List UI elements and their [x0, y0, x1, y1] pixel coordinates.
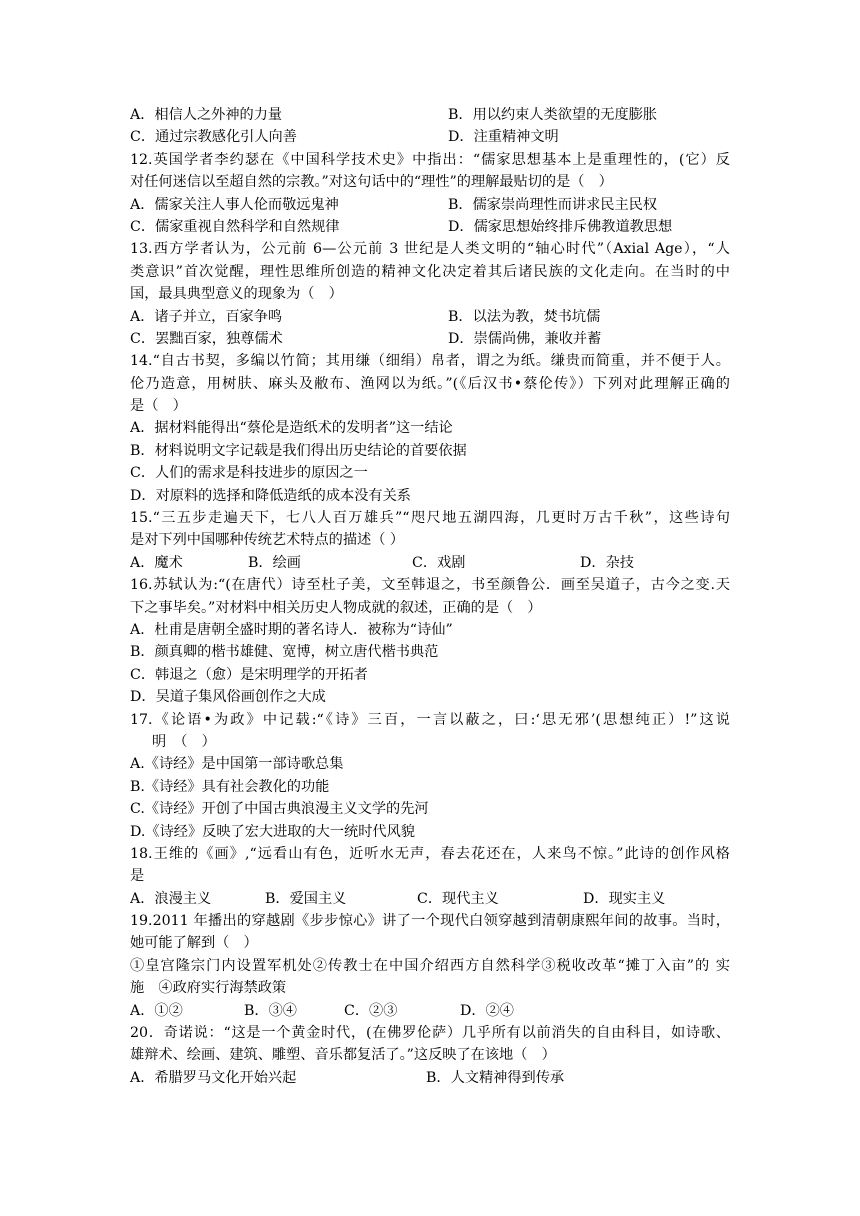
q11-option-b[interactable]: B．用以约束人类欲望的无度膨胀: [448, 107, 658, 123]
q17-stem-line-2: 明 （ ）: [152, 733, 216, 750]
q11-options-row-1: [130, 104, 730, 126]
q11-option-d[interactable]: D．注重精神文明: [448, 129, 559, 146]
q20-stem-line-2: 雄辩术、绘画、建筑、雕塑、音乐都复活了。”这反映了在该地（ ）: [130, 1047, 556, 1064]
q14-stem-line-2: 伦乃造意，用树肤、麻头及敝布、渔网以为纸。”(《后汉书•蔡伦传》）下列对此理解正确的: [130, 375, 730, 392]
question-list: [130, 104, 730, 1089]
q18-option-d[interactable]: D．现实主义: [583, 890, 666, 907]
q12-options-row-1: [130, 194, 730, 216]
q18-options-row: [130, 888, 730, 910]
q15-option-b[interactable]: B．绘画: [248, 554, 301, 571]
q13-options-row-1: [130, 306, 730, 328]
q14-option-d[interactable]: D．对原料的选择和降低造纸的成本没有关系: [130, 487, 411, 504]
q20-option-a[interactable]: A．希腊罗马文化开始兴起: [130, 1069, 297, 1086]
q14-option-c[interactable]: C．人们的需求是科技进步的原因之一: [130, 465, 368, 482]
q13-option-d[interactable]: D．崇儒尚佛，兼收并蓄: [448, 330, 602, 347]
q20-stem-line-1: 20．奇诺说：“这是一个黄金时代，(在佛罗伦萨）几乎所有以前消失的自由科目，如诗歌、: [130, 1025, 730, 1042]
q12-options-row-2: [130, 216, 730, 238]
q19-stem-line-2: 她可能了解到（ ）: [130, 935, 258, 952]
q16-stem-line-2: 下之事毕矣。”对材料中相关历史人物成就的叙述，正确的是（ ）: [130, 599, 542, 616]
q19-statements-line-2: 施 ④政府实行海禁政策: [130, 980, 287, 997]
q15-stem-line-1: 15.“三五步走遍天下，七八人百万雄兵”“咫尺地五湖四海，几更时万古千秋”，这些诗句: [130, 510, 730, 527]
q16-option-b[interactable]: B．颜真卿的楷书雄健、宽博，树立唐代楷书典范: [130, 644, 439, 661]
q19-option-a[interactable]: A．①②: [130, 1002, 183, 1019]
q19-statements-line-1: ①皇宫隆宗门内设置军机处②传教士在中国介绍西方自然科学③税收改革“摊丁入亩”的 实: [130, 957, 730, 974]
q14-option-b[interactable]: B．材料说明文字记载是我们得出历史结论的首要依据: [130, 442, 467, 459]
q16-option-d[interactable]: D．吴道子集风俗画创作之大成: [130, 689, 326, 706]
q12-option-a[interactable]: A．儒家关注人事人伦而敬远鬼神: [130, 196, 339, 213]
q13-option-a[interactable]: A．诸子并立，百家争鸣: [130, 308, 283, 325]
q13-stem-line-2: 类意识”首次觉醒，理性思维所创造的精神文化决定着其后诸民族的文化走向。在当时的中: [130, 263, 730, 280]
q18-option-a[interactable]: A．浪漫主义: [130, 890, 212, 907]
q14-stem-line-1: 14.“自古书契，多编以竹简；其用缣（细绢）帛者，谓之为纸。缣贵而简重，并不便于人。: [130, 353, 730, 370]
q18-stem-line-1: 18.王维的《画》,“远看山有色，近听水无声，春去花还在，人来鸟不惊。”此诗的创作风格: [130, 845, 730, 862]
q13-option-c[interactable]: C．罢黜百家，独尊儒术: [130, 330, 283, 347]
q17-option-c[interactable]: C.《诗经》开创了中国古典浪漫主义文学的先河: [130, 801, 429, 818]
q18-option-c[interactable]: C．现代主义: [417, 890, 499, 907]
q11-options-row-2: [130, 126, 730, 148]
q13-stem-line-3: 国，最具典型意义的现象为（ ）: [130, 286, 343, 303]
q12-option-b[interactable]: B．儒家崇尚理性而讲求民主民权: [448, 196, 658, 213]
q17-option-a[interactable]: A.《诗经》是中国第一部诗歌总集: [130, 756, 344, 773]
q18-stem-line-2: 是: [130, 868, 145, 885]
q12-option-d[interactable]: D．儒家思想始终排斥佛教道教思想: [448, 218, 673, 235]
q17-option-b[interactable]: B.《诗经》具有社会教化的功能: [130, 778, 330, 795]
q13-option-b[interactable]: B．以法为教，焚书坑儒: [448, 308, 601, 325]
q19-option-c[interactable]: C．②③: [344, 1002, 398, 1019]
q11-option-c[interactable]: C．通过宗教感化引人向善: [130, 129, 297, 146]
q15-stem-line-2: 是对下列中国哪种传统艺术特点的描述（ ）: [130, 532, 405, 549]
q15-options-row: [130, 552, 730, 574]
q12-stem-line-1: 12.英国学者李约瑟在《中国科学技术史》中指出：“儒家思想基本上是重理性的，(它）反: [130, 151, 730, 168]
q17-stem-line-1: 17.《论语•为政》中记载:“《诗》三百，一言以蔽之，曰:‘思无邪’(思想纯正）!”这说: [130, 711, 730, 728]
q19-option-d[interactable]: D．②④: [460, 1002, 514, 1019]
q12-option-c[interactable]: C．儒家重视自然科学和自然规律: [130, 218, 340, 235]
q16-option-c[interactable]: C．韩退之（愈）是宋明理学的开拓者: [130, 666, 368, 683]
q15-option-d[interactable]: D．杂技: [580, 554, 634, 571]
q14-stem-line-3: 是（ ）: [130, 398, 187, 415]
q19-options-row: [130, 1000, 730, 1022]
q17-option-d[interactable]: D.《诗经》反映了宏大进取的大一统时代风貌: [130, 823, 415, 840]
q15-option-c[interactable]: C．戏剧: [412, 554, 466, 571]
q20-option-b[interactable]: B．人文精神得到传承: [426, 1069, 565, 1086]
q11-option-a[interactable]: A．相信人之外神的力量: [130, 107, 283, 123]
q18-option-b[interactable]: B．爱国主义: [265, 890, 347, 907]
q16-stem-line-1: 16.苏轼认为:“(在唐代）诗至杜子美，文至韩退之，书至颜鲁公．画至吴道子，古今之变.天: [130, 577, 730, 594]
q19-option-b[interactable]: B．③④: [244, 1002, 297, 1019]
q19-stem-line-1: 19.2011 年播出的穿越剧《步步惊心》讲了一个现代白领穿越到清朝康熙年间的故事。当时，: [130, 913, 730, 930]
q14-option-a[interactable]: A．据材料能得出“蔡伦是造纸术的发明者”这一结论: [130, 420, 453, 437]
q20-options-row-1: [130, 1067, 730, 1089]
q16-option-a[interactable]: A．杜甫是唐朝全盛时期的著名诗人．被称为“诗仙”: [130, 621, 453, 638]
q13-stem-line-1: 13.西方学者认为，公元前 6—公元前 3 世纪是人类文明的“轴心时代”（Axial Age），“人: [130, 241, 730, 258]
q15-option-a[interactable]: A．魔术: [130, 554, 183, 571]
q13-options-row-2: [130, 328, 730, 350]
q12-stem-line-2: 对任何迷信以至超自然的宗教。”对这句话中的“理性”的理解最贴切的是（ ）: [130, 174, 613, 191]
